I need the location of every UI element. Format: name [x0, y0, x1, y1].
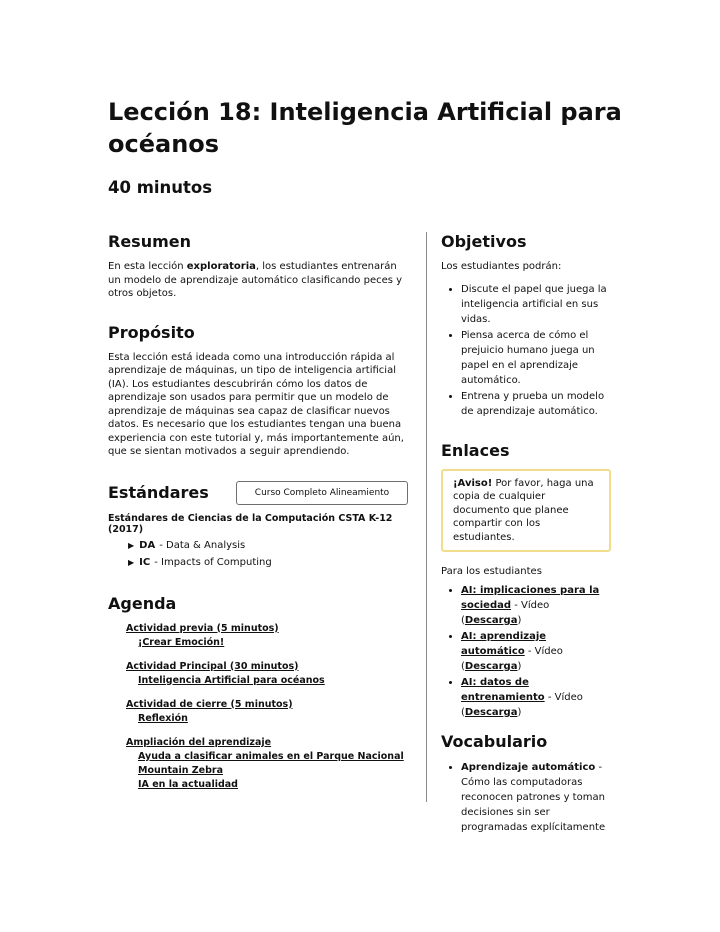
agenda-link-ai-today[interactable]: IA en la actualidad [138, 778, 238, 790]
objectives-intro: Los estudiantes podrán: [441, 261, 562, 272]
right-column [441, 232, 611, 857]
vocabulary-list [441, 760, 611, 835]
for-students-label: Para los estudiantes [441, 566, 542, 577]
standard-code: DA [139, 539, 156, 551]
download-link[interactable]: Descarga [464, 707, 518, 718]
links-heading: Enlaces [441, 440, 510, 460]
objective-item: • Entrena y prueba un modelo de aprendizaje automático. [461, 389, 611, 419]
alert-text: Por favor, haga una copia de cualquier documento que planee compartir con los estudiantes. [453, 477, 594, 543]
summary-text [108, 260, 408, 301]
resource-link-training-data[interactable]: AI: datos de entrenamiento [461, 677, 545, 703]
agenda-link-wrap-up[interactable]: Actividad de cierre (5 minutos) [126, 698, 293, 710]
agenda-link-extended-learning[interactable]: Ampliación del aprendizaje [126, 736, 272, 748]
agenda-heading: Agenda [108, 593, 177, 613]
vocabulary-item [461, 760, 611, 835]
standards-section [108, 481, 408, 568]
resource-close: ) [517, 615, 522, 626]
agenda-link-ai-for-oceans[interactable]: Inteligencia Artificial para océanos [138, 674, 325, 686]
column-divider [426, 232, 427, 802]
resource-link-society[interactable]: AI: implicaciones para la sociedad [461, 585, 600, 611]
summary-section [108, 232, 408, 301]
agenda-link-create-excitement[interactable]: ¡Crear Emoción! [138, 636, 225, 648]
agenda-group [126, 660, 408, 688]
objectives-heading: Objetivos [441, 232, 527, 251]
purpose-text: Esta lección está ideada como una introducción rápida al aprendizaje de máquinas, un tipo de inteligencia artificial (IA). Los estudiantes descubrirán cómo los datos de aprendizaje son usados para permitir que un modelo de aprendizaje de máquinas sea capaz de clasificar nuevos datos. Es necesario que los estudiantes tengan una buena experiencia con este tutorial y, más importantemente aún, que se sientan motivados a seguir aprendiendo. [108, 351, 404, 457]
summary-text-before: En esta lección [108, 261, 187, 272]
left-column [108, 232, 408, 814]
expand-triangle-icon[interactable]: ▶ [128, 557, 135, 567]
objectives-list [441, 282, 611, 419]
resource-link-machine-learning[interactable]: AI: aprendizaje automático [461, 631, 547, 657]
objective-item: • Piensa acerca de cómo el prejuicio humano juega un papel en el aprendizaje automático. [461, 328, 611, 388]
agenda-link-main-activity[interactable]: Actividad Principal (30 minutos) [126, 660, 299, 672]
agenda-link-reflection[interactable]: Reflexión [138, 712, 188, 724]
summary-heading: Resumen [108, 232, 191, 251]
links-section [441, 441, 611, 721]
copy-warning-alert [441, 469, 611, 553]
agenda-group [126, 736, 408, 792]
agenda-section [108, 594, 408, 792]
agenda-link-zebra-park[interactable]: Ayuda a clasificar animales en el Parque Nacional Mountain Zebra [138, 750, 404, 776]
page-title: Lección 18: Inteligencia Artificial para océanos [108, 98, 622, 158]
expand-triangle-icon[interactable]: ▶ [128, 540, 135, 550]
student-resources-list [441, 583, 611, 720]
agenda-list [126, 622, 408, 792]
vocabulary-heading: Vocabulario [441, 732, 548, 751]
resource-kind: - Vídeo ( [461, 692, 583, 718]
alert-bold: ¡Aviso! [453, 477, 493, 489]
full-course-alignment-button[interactable]: Curso Completo Alineamiento [236, 481, 408, 505]
summary-text-bold: exploratoria [186, 261, 256, 272]
summary-text-after: , los estudiantes entrenarán un modelo de aprendizaje automático clasificando peces y otros objetos. [108, 261, 403, 299]
resource-item [461, 583, 611, 628]
standards-header [108, 481, 408, 505]
agenda-group [126, 622, 408, 650]
vocabulary-section [441, 732, 611, 835]
agenda-group [126, 698, 408, 726]
standard-label: - Impacts of Computing [154, 556, 272, 568]
vocabulary-definition: - Cómo las computadoras reconocen patrones y toman decisiones sin ser programadas explícitamente [461, 762, 606, 833]
download-link[interactable]: Descarga [464, 615, 518, 626]
resource-item [461, 675, 611, 720]
standards-framework-title: Estándares de Ciencias de la Computación CSTA K-12 (2017) [108, 512, 393, 535]
resource-close: ) [517, 707, 522, 718]
standards-heading: Estándares [108, 482, 209, 502]
lesson-duration: 40 minutos [108, 178, 213, 197]
standard-item-da[interactable] [128, 540, 408, 551]
resource-item [461, 629, 611, 674]
download-link[interactable]: Descarga [464, 661, 518, 672]
objective-item: • Discute el papel que juega la inteligencia artificial en sus vidas. [461, 282, 611, 327]
standard-label: - Data & Analysis [159, 539, 246, 551]
resource-close: ) [517, 661, 522, 672]
standard-code: IC [139, 556, 151, 568]
purpose-heading: Propósito [108, 322, 195, 342]
vocabulary-term: Aprendizaje automático [461, 762, 596, 773]
purpose-section [108, 323, 408, 459]
resource-kind: - Vídeo ( [461, 646, 563, 672]
agenda-link-warmup[interactable]: Actividad previa (5 minutos) [126, 622, 279, 634]
objectives-section [441, 232, 611, 419]
standard-item-ic[interactable] [128, 557, 408, 568]
resource-kind: - Vídeo ( [461, 600, 550, 626]
